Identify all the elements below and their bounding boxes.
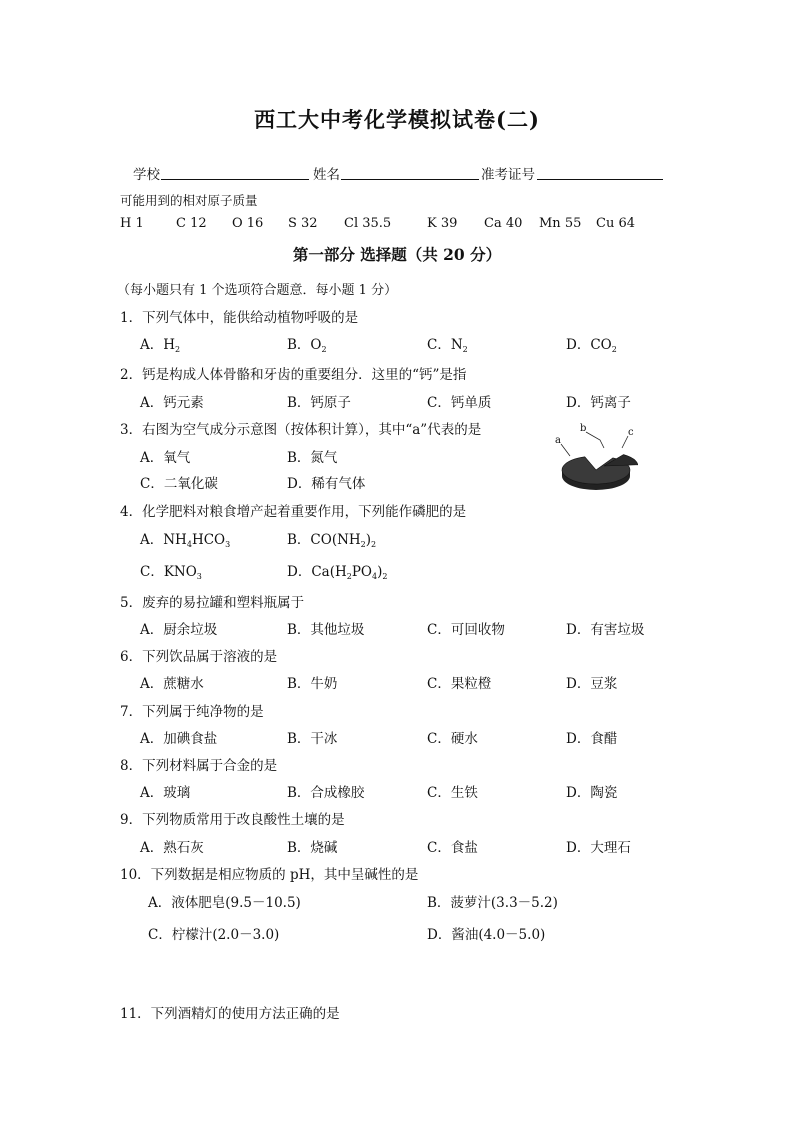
atomic-mass-heading: 可能用到的相对原子质量 [120,193,258,208]
q7-option-a[interactable]: A．加碘食盐 [140,731,218,747]
q4-option-b[interactable]: B．$CO(NH_2)_2$ [287,532,377,549]
pie-label-c: c [628,427,634,438]
q7-option-c[interactable]: C．硬水 [427,731,478,747]
q9-option-c[interactable]: C．食盐 [427,840,478,856]
q10-option-d[interactable]: D．酱油(4.0－5.0) [427,927,546,943]
q1-option-d[interactable]: D．$CO_2$ [566,337,617,354]
q5-option-c[interactable]: C．可回收物 [427,622,505,638]
pie-label-b: b [580,423,587,434]
q3-option-c[interactable]: C．二氧化碳 [140,476,218,492]
atomic-mass-s: S 32 [288,216,318,231]
atomic-mass-cl: Cl 35.5 [344,216,392,231]
q2-option-a[interactable]: A．钙元素 [140,395,204,411]
question-9-stem: 9．下列物质常用于改良酸性土壤的是 [120,812,345,828]
q4-option-c[interactable]: C．$KNO_3$ [140,564,202,581]
atomic-mass-k: K 39 [427,216,458,231]
exam-id-label: 准考证号 [481,167,535,183]
section-note: （每小题只有 1 个选项符合题意．每小题 1 分） [117,283,398,298]
q5-option-d[interactable]: D．有害垃圾 [566,622,645,638]
q1-option-c[interactable]: C．$N_2$ [427,337,468,354]
q2-option-d[interactable]: D．钙离子 [566,395,631,411]
name-label: 姓名 [313,167,340,183]
question-7-stem: 7．下列属于纯净物的是 [120,704,264,720]
atomic-mass-c: C 12 [176,216,207,231]
school-label: 学校 [133,167,160,183]
atomic-mass-cu: Cu 64 [596,216,635,231]
section-title: 第一部分 选择题（共 20 分） [292,245,502,264]
question-3-stem: 3．右图为空气成分示意图（按体积计算），其中“a”代表的是 [120,422,482,438]
air-composition-pie-chart [548,418,638,503]
atomic-mass-ca: Ca 40 [484,216,523,231]
question-10-stem: 10．下列数据是相应物质的 pH，其中呈碱性的是 [120,867,419,883]
q9-option-a[interactable]: A．熟石灰 [140,840,204,856]
question-8-stem: 8．下列材料属于合金的是 [120,758,278,774]
name-field[interactable] [341,166,479,180]
q10-option-b[interactable]: B．菠萝汁(3.3－5.2) [427,895,558,911]
q8-option-b[interactable]: B．合成橡胶 [287,785,365,801]
q2-option-c[interactable]: C．钙单质 [427,395,492,411]
q10-option-a[interactable]: A．液体肥皂(9.5－10.5) [148,895,301,911]
exam-title: 西工大中考化学模拟试卷(二) [254,107,540,132]
q10-option-c[interactable]: C．柠檬汁(2.0－3.0) [148,927,280,943]
q1-option-b[interactable]: B．$O_2$ [287,337,327,354]
question-1-stem: 1．下列气体中，能供给动植物呼吸的是 [120,310,359,326]
q3-option-b[interactable]: B．氮气 [287,450,338,466]
question-5-stem: 5．废弃的易拉罐和塑料瓶属于 [120,595,305,611]
q4-option-a[interactable]: A．$NH_4HCO_3$ [140,532,231,549]
atomic-mass-o: O 16 [232,216,264,231]
q3-option-a[interactable]: A．氧气 [140,450,191,466]
q4-option-d[interactable]: D．$Ca(H_2PO_4)_2$ [287,564,388,581]
q8-option-c[interactable]: C．生铁 [427,785,478,801]
pointer-line-a [561,444,570,456]
atomic-mass-h: H 1 [120,216,144,231]
pie-label-a: a [555,435,561,446]
q1-option-a[interactable]: A．$H_2$ [140,337,181,354]
q9-option-d[interactable]: D．大理石 [566,840,631,856]
pie-slice-c [604,455,638,466]
q3-option-d[interactable]: D．稀有气体 [287,476,366,492]
q6-option-a[interactable]: A．蔗糖水 [140,676,204,692]
q5-option-a[interactable]: A．厨余垃圾 [140,622,218,638]
q2-option-b[interactable]: B．钙原子 [287,395,351,411]
q5-option-b[interactable]: B．其他垃圾 [287,622,365,638]
q7-option-b[interactable]: B．干冰 [287,731,338,747]
q8-option-d[interactable]: D．陶瓷 [566,785,618,801]
question-11-stem: 11．下列酒精灯的使用方法正确的是 [120,1006,340,1022]
exam-id-field[interactable] [537,166,663,180]
question-2-stem: 2．钙是构成人体骨骼和牙齿的重要组分．这里的“钙”是指 [120,367,467,383]
question-4-stem: 4．化学肥料对粮食增产起着重要作用，下列能作磷肥的是 [120,504,467,520]
q6-option-b[interactable]: B．牛奶 [287,676,338,692]
q8-option-a[interactable]: A．玻璃 [140,785,191,801]
question-6-stem: 6．下列饮品属于溶液的是 [120,649,278,665]
q7-option-d[interactable]: D．食醋 [566,731,618,747]
pointer-line-b [586,432,604,448]
q6-option-c[interactable]: C．果粒橙 [427,676,492,692]
q6-option-d[interactable]: D．豆浆 [566,676,618,692]
atomic-mass-mn: Mn 55 [539,216,582,231]
q9-option-b[interactable]: B．烧碱 [287,840,338,856]
school-field[interactable] [161,166,309,180]
